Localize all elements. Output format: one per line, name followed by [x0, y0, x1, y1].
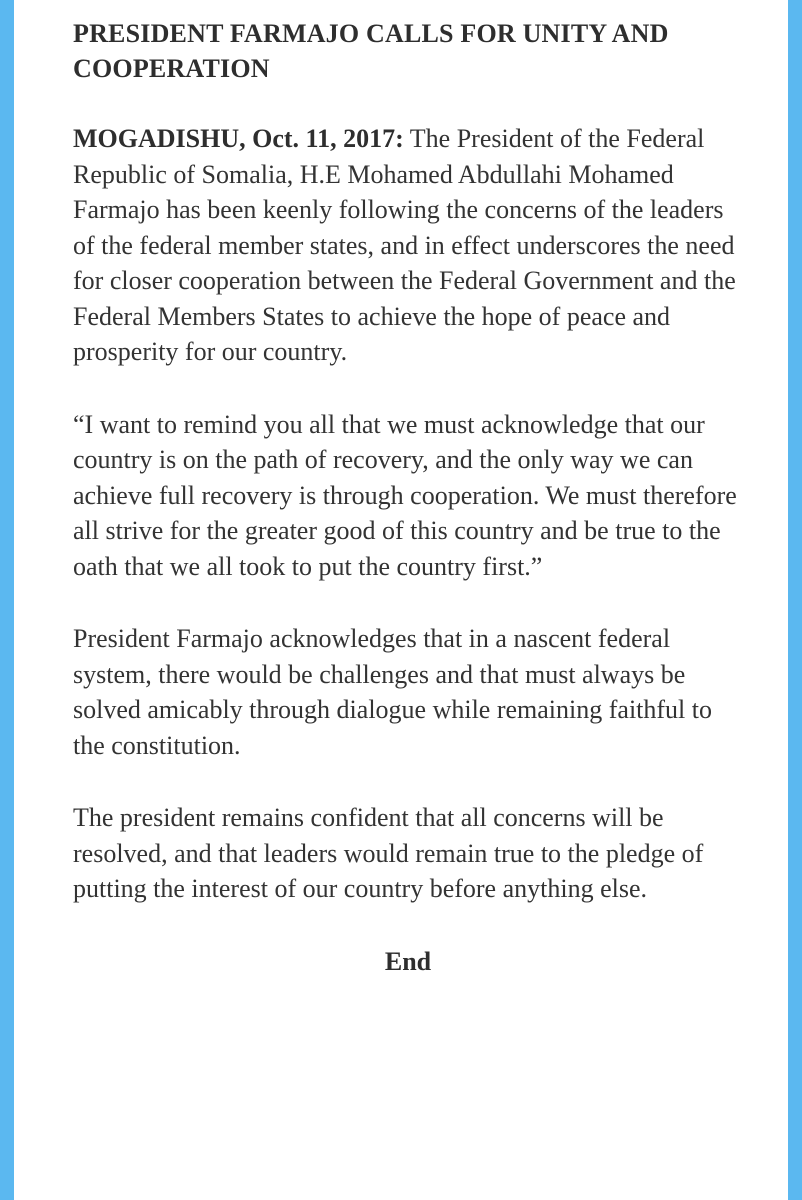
press-release-body: [73, 16, 743, 979]
dateline: MOGADISHU, Oct. 11, 2017:: [73, 124, 404, 153]
paragraph-2-quote: “I want to remind you all that we must acknowledge that our country is on the path of recovery, and the only way we can achieve full recovery is through cooperation. We must therefore all strive for the greater good of this country and be true to the oath that we all took to put the country first.”: [73, 409, 737, 581]
left-border: [0, 0, 14, 1200]
paragraph-1-text: The President of the Federal Republic of Somalia, H.E Mohamed Abdullahi Mohamed Farmajo has been keenly following the concerns of the leaders of the federal member states, and in effect underscores the need for closer cooperation between the Federal Government and the Federal Members States to achieve the hope of peace and prosperity for our country.: [73, 124, 736, 366]
right-border: [788, 0, 802, 1200]
paragraph-4: The president remains confident that all concerns will be resolved, and that leaders would remain true to the pledge of putting the interest of our country before anything else.: [73, 803, 704, 903]
end-marker: End: [384, 946, 432, 976]
paragraph-3: President Farmajo acknowledges that in a nascent federal system, there would be challenges and that must always be solved amicably through dialogue while remaining faithful to the constitution.: [73, 624, 713, 760]
paragraph-1: [73, 121, 743, 370]
press-release-page: [14, 0, 788, 1200]
headline: PRESIDENT FARMAJO CALLS FOR UNITY AND COOPERATION: [73, 19, 669, 83]
